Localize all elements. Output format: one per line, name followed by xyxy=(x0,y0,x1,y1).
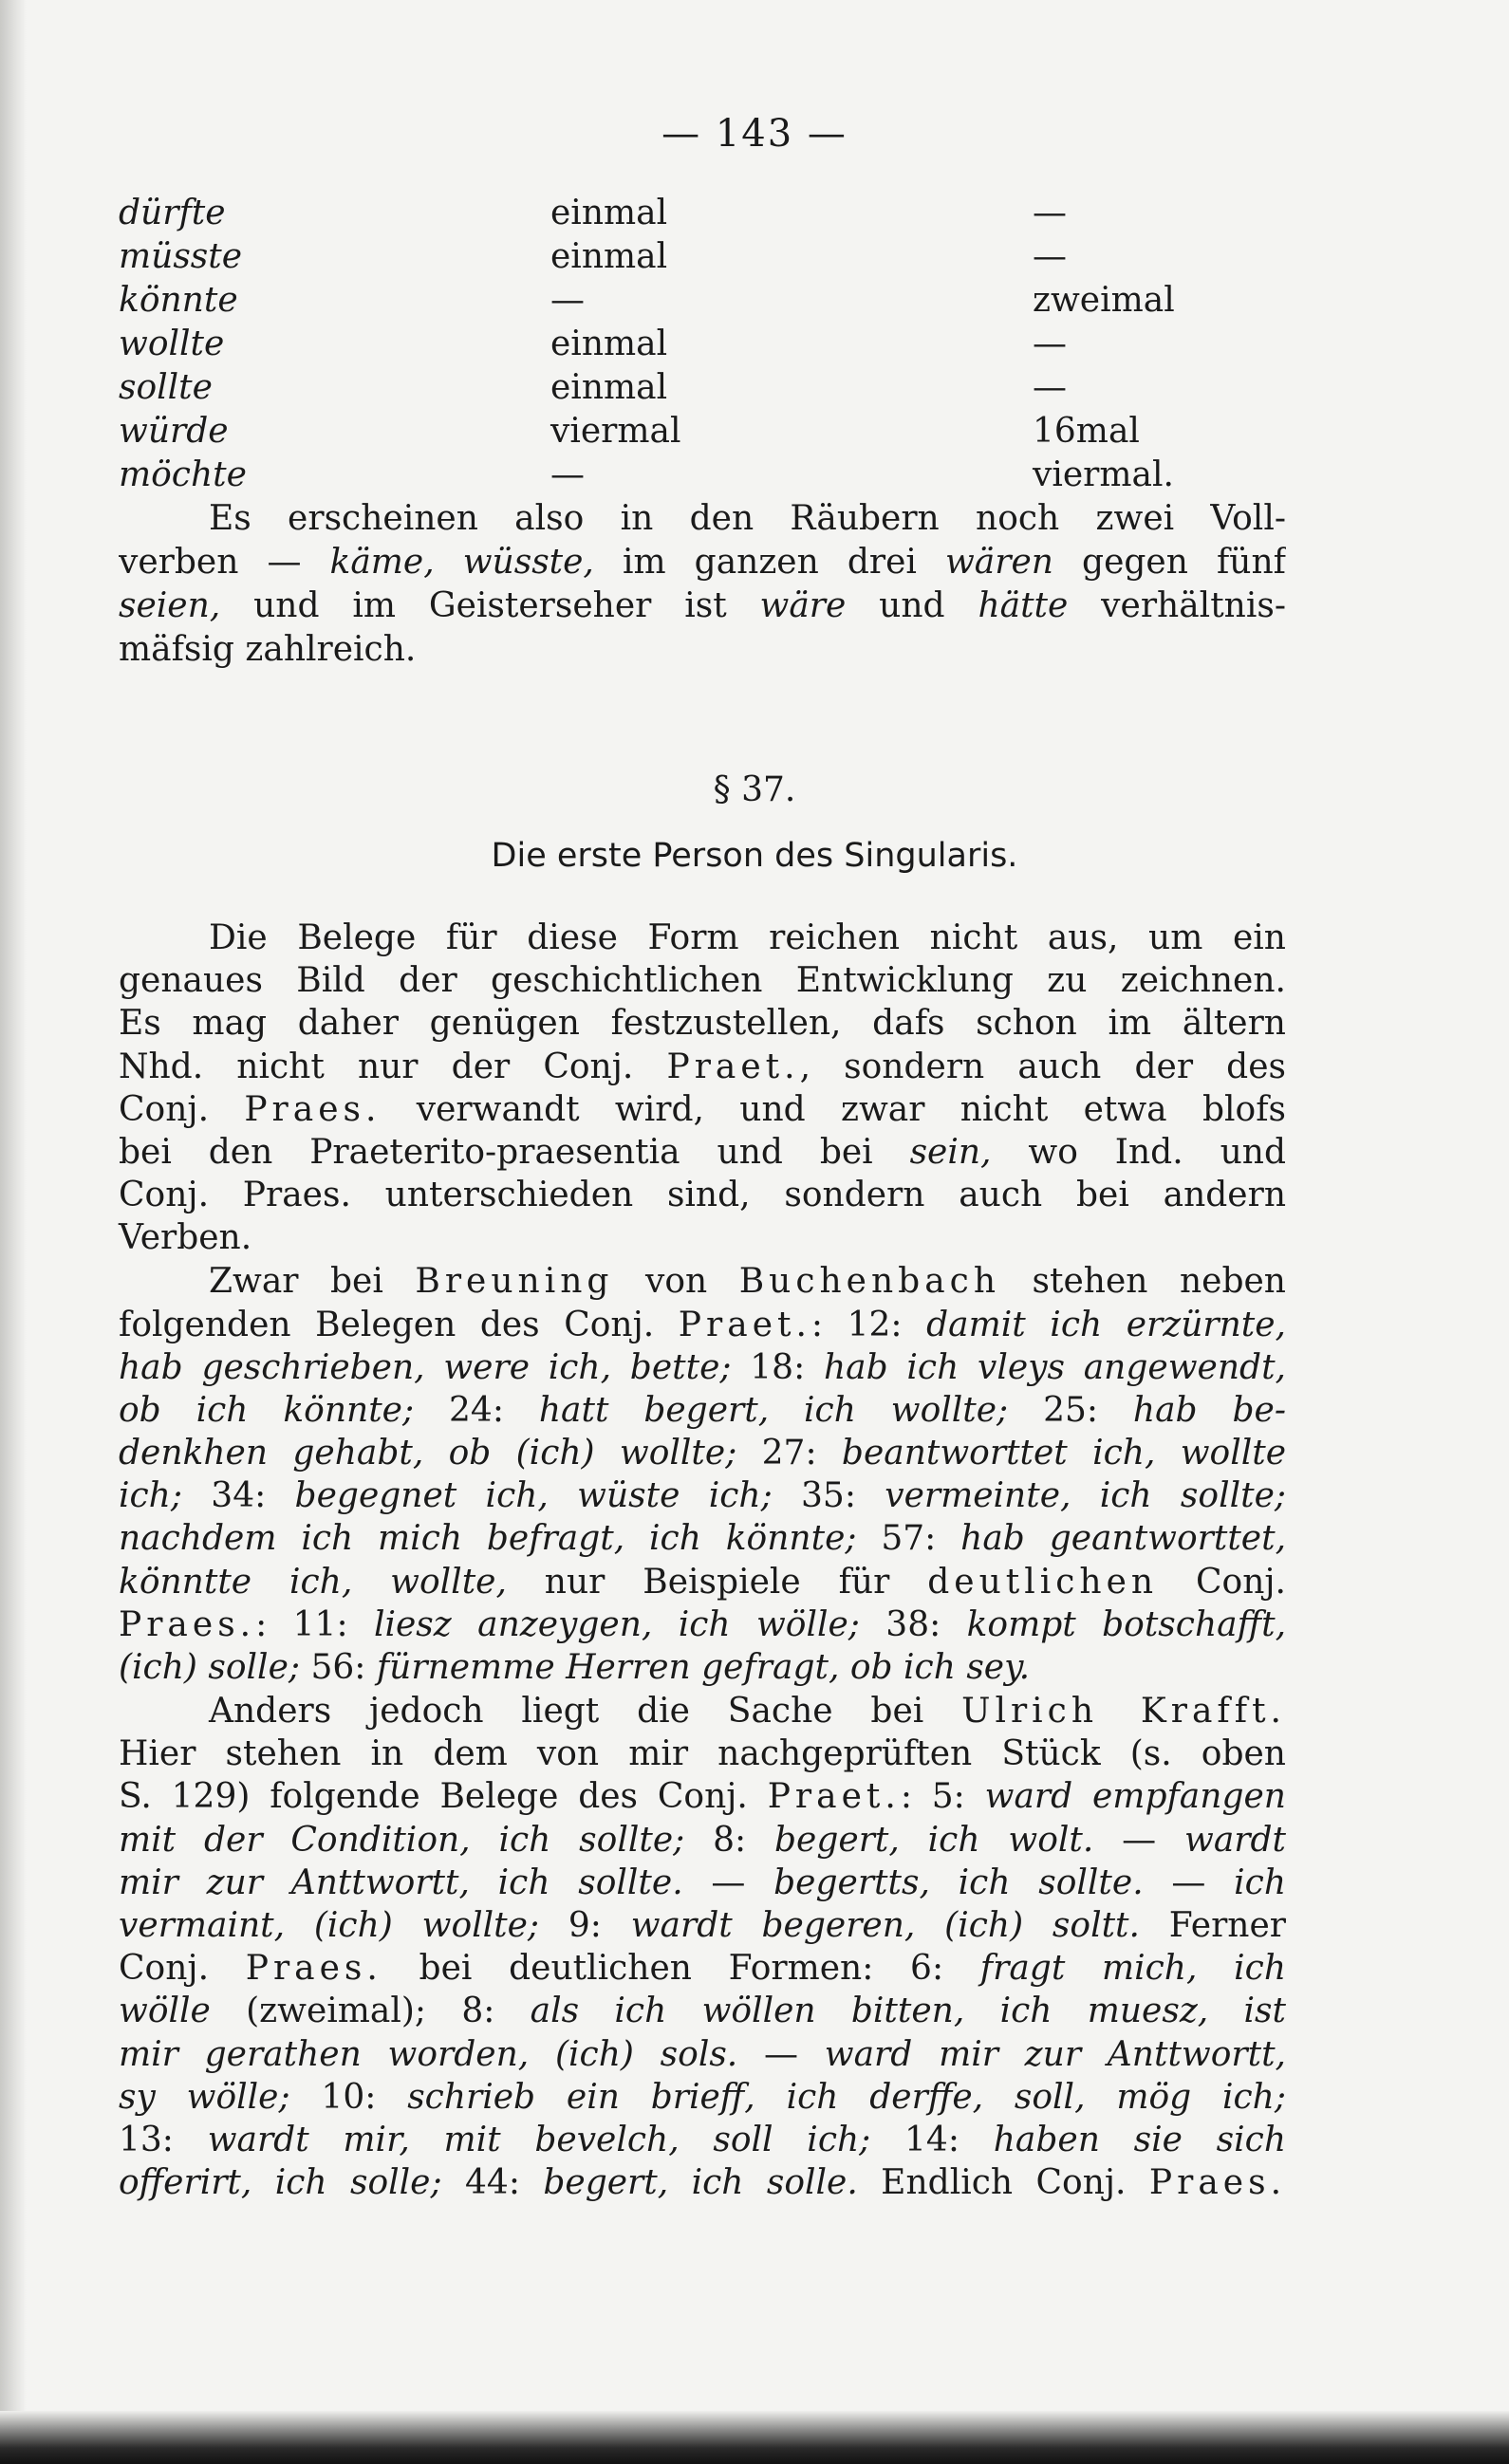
text-run: wo Ind. und xyxy=(991,1132,1286,1172)
verb-cell: könnte xyxy=(119,281,238,320)
text-line xyxy=(119,1904,1286,1947)
text-run-italic: fürnemme Herren gefragt, ob ich sey. xyxy=(376,1648,1031,1687)
verb-cell: müsste xyxy=(119,237,243,276)
count-cell-b: viermal. xyxy=(1033,455,1174,494)
text-line xyxy=(119,1990,1286,2032)
text-line xyxy=(119,1216,1286,1260)
text-run: Verben. xyxy=(119,1218,252,1258)
text-run-italic: begert, ich wolt. xyxy=(774,1820,1094,1860)
text-run: Conj. xyxy=(119,1089,245,1129)
text-run: Es erscheinen also in den Räubern noch zwei Voll- xyxy=(209,499,1286,538)
table-row xyxy=(119,366,1286,410)
text-run: verwandt wird, und zwar nicht etwa blofs xyxy=(381,1089,1286,1129)
text-line xyxy=(119,1046,1286,1088)
text-run-spaced: Praes. xyxy=(119,1604,256,1644)
text-run-italic: ich xyxy=(1234,1862,1286,1902)
text-line xyxy=(119,2119,1286,2161)
text-run: von xyxy=(613,1262,739,1302)
table-row xyxy=(119,454,1286,497)
text-run-italic: hab be- xyxy=(1132,1390,1286,1430)
text-run-italic: ward mir zur Anttwortt, xyxy=(824,2034,1286,2074)
paragraph-1 xyxy=(119,497,1286,672)
text-run: mäfsig zahlreich. xyxy=(119,630,417,669)
text-run: im ganzen drei xyxy=(593,543,945,582)
text-line xyxy=(119,541,1286,584)
text-run: 25: xyxy=(1008,1390,1133,1430)
count-cell-a: einmal xyxy=(550,324,668,363)
text-run-italic: begegnet ich, wüste ich; xyxy=(294,1476,773,1516)
text-run: (zweimal); 8: xyxy=(210,1992,531,2031)
text-run: Es mag daher genügen festzustellen, dafs schon im ältern xyxy=(119,1004,1286,1044)
text-run: bei deutlichen Formen: 6: xyxy=(382,1949,980,1989)
text-run: 34: xyxy=(182,1476,295,1516)
text-line xyxy=(119,1131,1286,1174)
text-run-italic: denkhen gehabt, ob (ich) wollte; xyxy=(119,1434,737,1473)
count-cell-b: — xyxy=(1033,324,1067,363)
text-run-italic: wardt begeren, (ich) soltt. xyxy=(630,1905,1140,1945)
text-run: 57: xyxy=(856,1519,961,1559)
verb-frequency-table xyxy=(119,192,1286,497)
text-run-italic: sy wölle; xyxy=(119,2077,290,2117)
text-run: Ferner xyxy=(1139,1905,1286,1945)
verb-cell: sollte xyxy=(119,368,213,407)
text-run-italic: offerirt, ich solle; xyxy=(119,2163,442,2203)
text-line xyxy=(119,584,1286,628)
section-heading: Die erste Person des Singularis. xyxy=(491,837,1018,875)
upper-text-block xyxy=(119,192,1286,672)
text-run-spaced: Buchenbach xyxy=(738,1262,1001,1302)
text-run: 38: xyxy=(859,1604,967,1644)
text-run: : 11: xyxy=(255,1604,374,1644)
text-run: Zwar bei xyxy=(209,1262,416,1302)
text-run: Conj. xyxy=(119,1949,246,1989)
text-run-italic: könntte ich, wollte, xyxy=(119,1562,507,1602)
text-run: : 12: xyxy=(810,1305,927,1344)
text-run: folgenden Belegen des Conj. xyxy=(119,1305,679,1344)
page-bottom-edge xyxy=(0,2411,1509,2464)
text-run: 56: xyxy=(300,1648,377,1687)
text-run: Hier stehen in dem von mir nachgeprüften Stück (s. oben xyxy=(119,1734,1286,1774)
text-line xyxy=(119,1690,1286,1732)
count-cell-a: einmal xyxy=(550,368,668,407)
text-run: 10: xyxy=(289,2077,408,2117)
text-line xyxy=(119,1474,1286,1517)
text-run: — xyxy=(1093,1820,1184,1860)
text-run-spaced: Praes. xyxy=(245,1949,382,1989)
text-run-italic: ob ich könnte; xyxy=(119,1390,415,1430)
text-run: 24: xyxy=(414,1390,539,1430)
text-line xyxy=(119,1947,1286,1990)
lower-text-block xyxy=(119,917,1286,2204)
text-run-spaced: Breuning xyxy=(415,1262,614,1302)
text-run: nur Beispiele für xyxy=(506,1562,928,1602)
text-run-spaced: Praet. xyxy=(666,1047,800,1086)
text-line xyxy=(119,628,1286,672)
text-run-italic: nachdem ich mich befragt, ich könnte; xyxy=(119,1519,857,1559)
text-run: bei den Praeterito-praesentia und bei xyxy=(119,1132,910,1172)
text-run: Conj. Praes. unterschieden sind, sondern auch bei andern xyxy=(119,1176,1286,1215)
text-line xyxy=(119,497,1286,541)
text-line xyxy=(119,1260,1286,1303)
text-run: Die Belege für diese Form reichen nicht aus, um ein xyxy=(209,918,1286,957)
count-cell-b: — xyxy=(1033,237,1067,276)
text-run: und xyxy=(846,586,978,625)
text-line xyxy=(119,1346,1286,1389)
text-line xyxy=(119,1561,1286,1603)
count-cell-a: viermal xyxy=(550,412,681,451)
text-run-italic: sein, xyxy=(909,1132,992,1172)
text-run-italic: (ich) solle; xyxy=(119,1648,301,1687)
text-run: gegen fünf xyxy=(1053,543,1286,582)
text-run-italic: wölle xyxy=(119,1992,211,2031)
text-line xyxy=(119,1517,1286,1560)
text-line xyxy=(119,917,1286,959)
text-line xyxy=(119,1819,1286,1862)
text-line xyxy=(119,1304,1286,1346)
text-run: : 5: xyxy=(900,1777,985,1817)
text-run-italic: käme, wüsste, xyxy=(329,543,594,582)
verb-cell: dürfte xyxy=(119,194,226,232)
paragraph-2 xyxy=(119,917,1286,1260)
verb-cell: möchte xyxy=(119,455,247,494)
text-run-italic: begertts, ich sollte. xyxy=(773,1862,1144,1902)
text-run-italic: liesz anzeygen, ich wölle; xyxy=(373,1604,860,1644)
text-line xyxy=(119,1389,1286,1432)
table-row xyxy=(119,323,1286,366)
text-run-spaced: Ulrich Krafft. xyxy=(961,1692,1286,1731)
text-run: stehen neben xyxy=(1000,1262,1286,1302)
text-run-italic: schrieb ein brieff, ich derffe, soll, mög ich; xyxy=(407,2077,1286,2117)
text-run-italic: fragt mich, ich xyxy=(979,1949,1286,1989)
text-run-italic: ward empfangen xyxy=(984,1777,1286,1817)
text-line xyxy=(119,2161,1286,2204)
count-cell-a: einmal xyxy=(550,194,668,232)
text-run-spaced: Praet. xyxy=(678,1305,811,1344)
text-run: Endlich Conj. xyxy=(857,2163,1149,2203)
table-row xyxy=(119,279,1286,323)
table-row xyxy=(119,410,1286,454)
text-run: 18: xyxy=(731,1347,824,1387)
text-run: 13: xyxy=(119,2120,208,2159)
text-line xyxy=(119,1432,1286,1474)
page-number: — 143 — xyxy=(661,112,848,156)
text-line xyxy=(119,1646,1286,1690)
text-run-italic: hab ich vleys angewendt, xyxy=(823,1347,1286,1387)
text-run-italic: wardt xyxy=(1184,1820,1286,1860)
text-run-italic: als ich wöllen bitten, ich muesz, ist xyxy=(530,1992,1286,2031)
text-run: 35: xyxy=(772,1476,885,1516)
text-run: Nhd. nicht nur der Conj. xyxy=(119,1047,667,1086)
text-run: verhältnis- xyxy=(1068,586,1286,625)
text-line xyxy=(119,2076,1286,2119)
text-run: Conj. xyxy=(1158,1562,1286,1602)
text-run: 8: xyxy=(684,1820,774,1860)
text-run: verben — xyxy=(119,543,330,582)
page-gutter-shadow xyxy=(0,0,27,2464)
text-run-italic: vermeinte, ich sollte; xyxy=(885,1476,1286,1516)
text-run: genaues Bild der geschichtlichen Entwicklung zu zeichnen. xyxy=(119,961,1286,1001)
text-run: S. 129) folgende Belege des Conj. xyxy=(119,1777,768,1817)
text-line xyxy=(119,1002,1286,1045)
text-run-italic: vermaint, (ich) wollte; xyxy=(119,1905,540,1945)
text-run: 14: xyxy=(870,2120,994,2159)
count-cell-b: — xyxy=(1033,194,1067,232)
table-row xyxy=(119,192,1286,235)
text-run-italic: mir zur Anttwortt, ich sollte. xyxy=(119,1862,683,1902)
text-line xyxy=(119,1775,1286,1818)
text-run-italic: seien, xyxy=(119,586,221,625)
count-cell-b: zweimal xyxy=(1033,281,1175,320)
text-run-italic: wardt mir, mit bevelch, soll ich; xyxy=(207,2120,871,2159)
text-line xyxy=(119,1862,1286,1904)
count-cell-a: — xyxy=(550,281,585,320)
paragraph-4 xyxy=(119,1690,1286,2204)
text-run-italic: begert, ich solle. xyxy=(543,2163,858,2203)
text-line xyxy=(119,1732,1286,1775)
table-row xyxy=(119,235,1286,279)
count-cell-a: einmal xyxy=(550,237,668,276)
count-cell-b: — xyxy=(1033,368,1067,407)
section-number: § 37. xyxy=(713,770,796,809)
text-run-italic: wäre xyxy=(759,586,847,625)
text-run: 9: xyxy=(539,1905,631,1945)
text-run: 27: xyxy=(736,1434,842,1473)
text-run-spaced: Praes. xyxy=(1148,2163,1286,2203)
text-run: , sondern auch der des xyxy=(799,1047,1286,1086)
text-run: — xyxy=(737,2034,825,2074)
text-line xyxy=(119,2033,1286,2076)
text-run-spaced: Praet. xyxy=(767,1777,901,1817)
text-run-italic: hätte xyxy=(978,586,1069,625)
text-run-italic: ich; xyxy=(119,1476,182,1516)
text-run: — xyxy=(1143,1862,1235,1902)
text-run-italic: kompt botschafft, xyxy=(966,1604,1286,1644)
text-run: 44: xyxy=(441,2163,544,2203)
text-run: Anders jedoch liegt die Sache bei xyxy=(209,1692,962,1731)
text-run-italic: mir gerathen worden, (ich) sols. xyxy=(119,2034,738,2074)
text-run-italic: mit der Condition, ich sollte; xyxy=(119,1820,685,1860)
text-run: und im Geisterseher ist xyxy=(220,586,760,625)
text-run-italic: hab geantworttet, xyxy=(960,1519,1286,1559)
text-run-italic: hatt begert, ich wollte; xyxy=(538,1390,1009,1430)
count-cell-a: — xyxy=(550,455,585,494)
count-cell-b: 16mal xyxy=(1033,412,1140,451)
text-line xyxy=(119,959,1286,1002)
text-run-italic: beantworttet ich, wollte xyxy=(841,1434,1286,1473)
text-run-italic: wären xyxy=(944,543,1053,582)
verb-cell: wollte xyxy=(119,324,225,363)
text-line xyxy=(119,1174,1286,1216)
text-run-spaced: deutlichen xyxy=(927,1562,1159,1602)
text-line xyxy=(119,1088,1286,1131)
text-run-italic: haben sie sich xyxy=(993,2120,1286,2159)
text-run: — xyxy=(682,1862,774,1902)
verb-cell: würde xyxy=(119,412,229,451)
text-run-italic: hab geschrieben, were ich, bette; xyxy=(119,1347,732,1387)
paragraph-3 xyxy=(119,1260,1286,1690)
text-line xyxy=(119,1603,1286,1646)
text-run-italic: damit ich erzürnte, xyxy=(926,1305,1286,1344)
text-run-spaced: Praes. xyxy=(244,1089,382,1129)
